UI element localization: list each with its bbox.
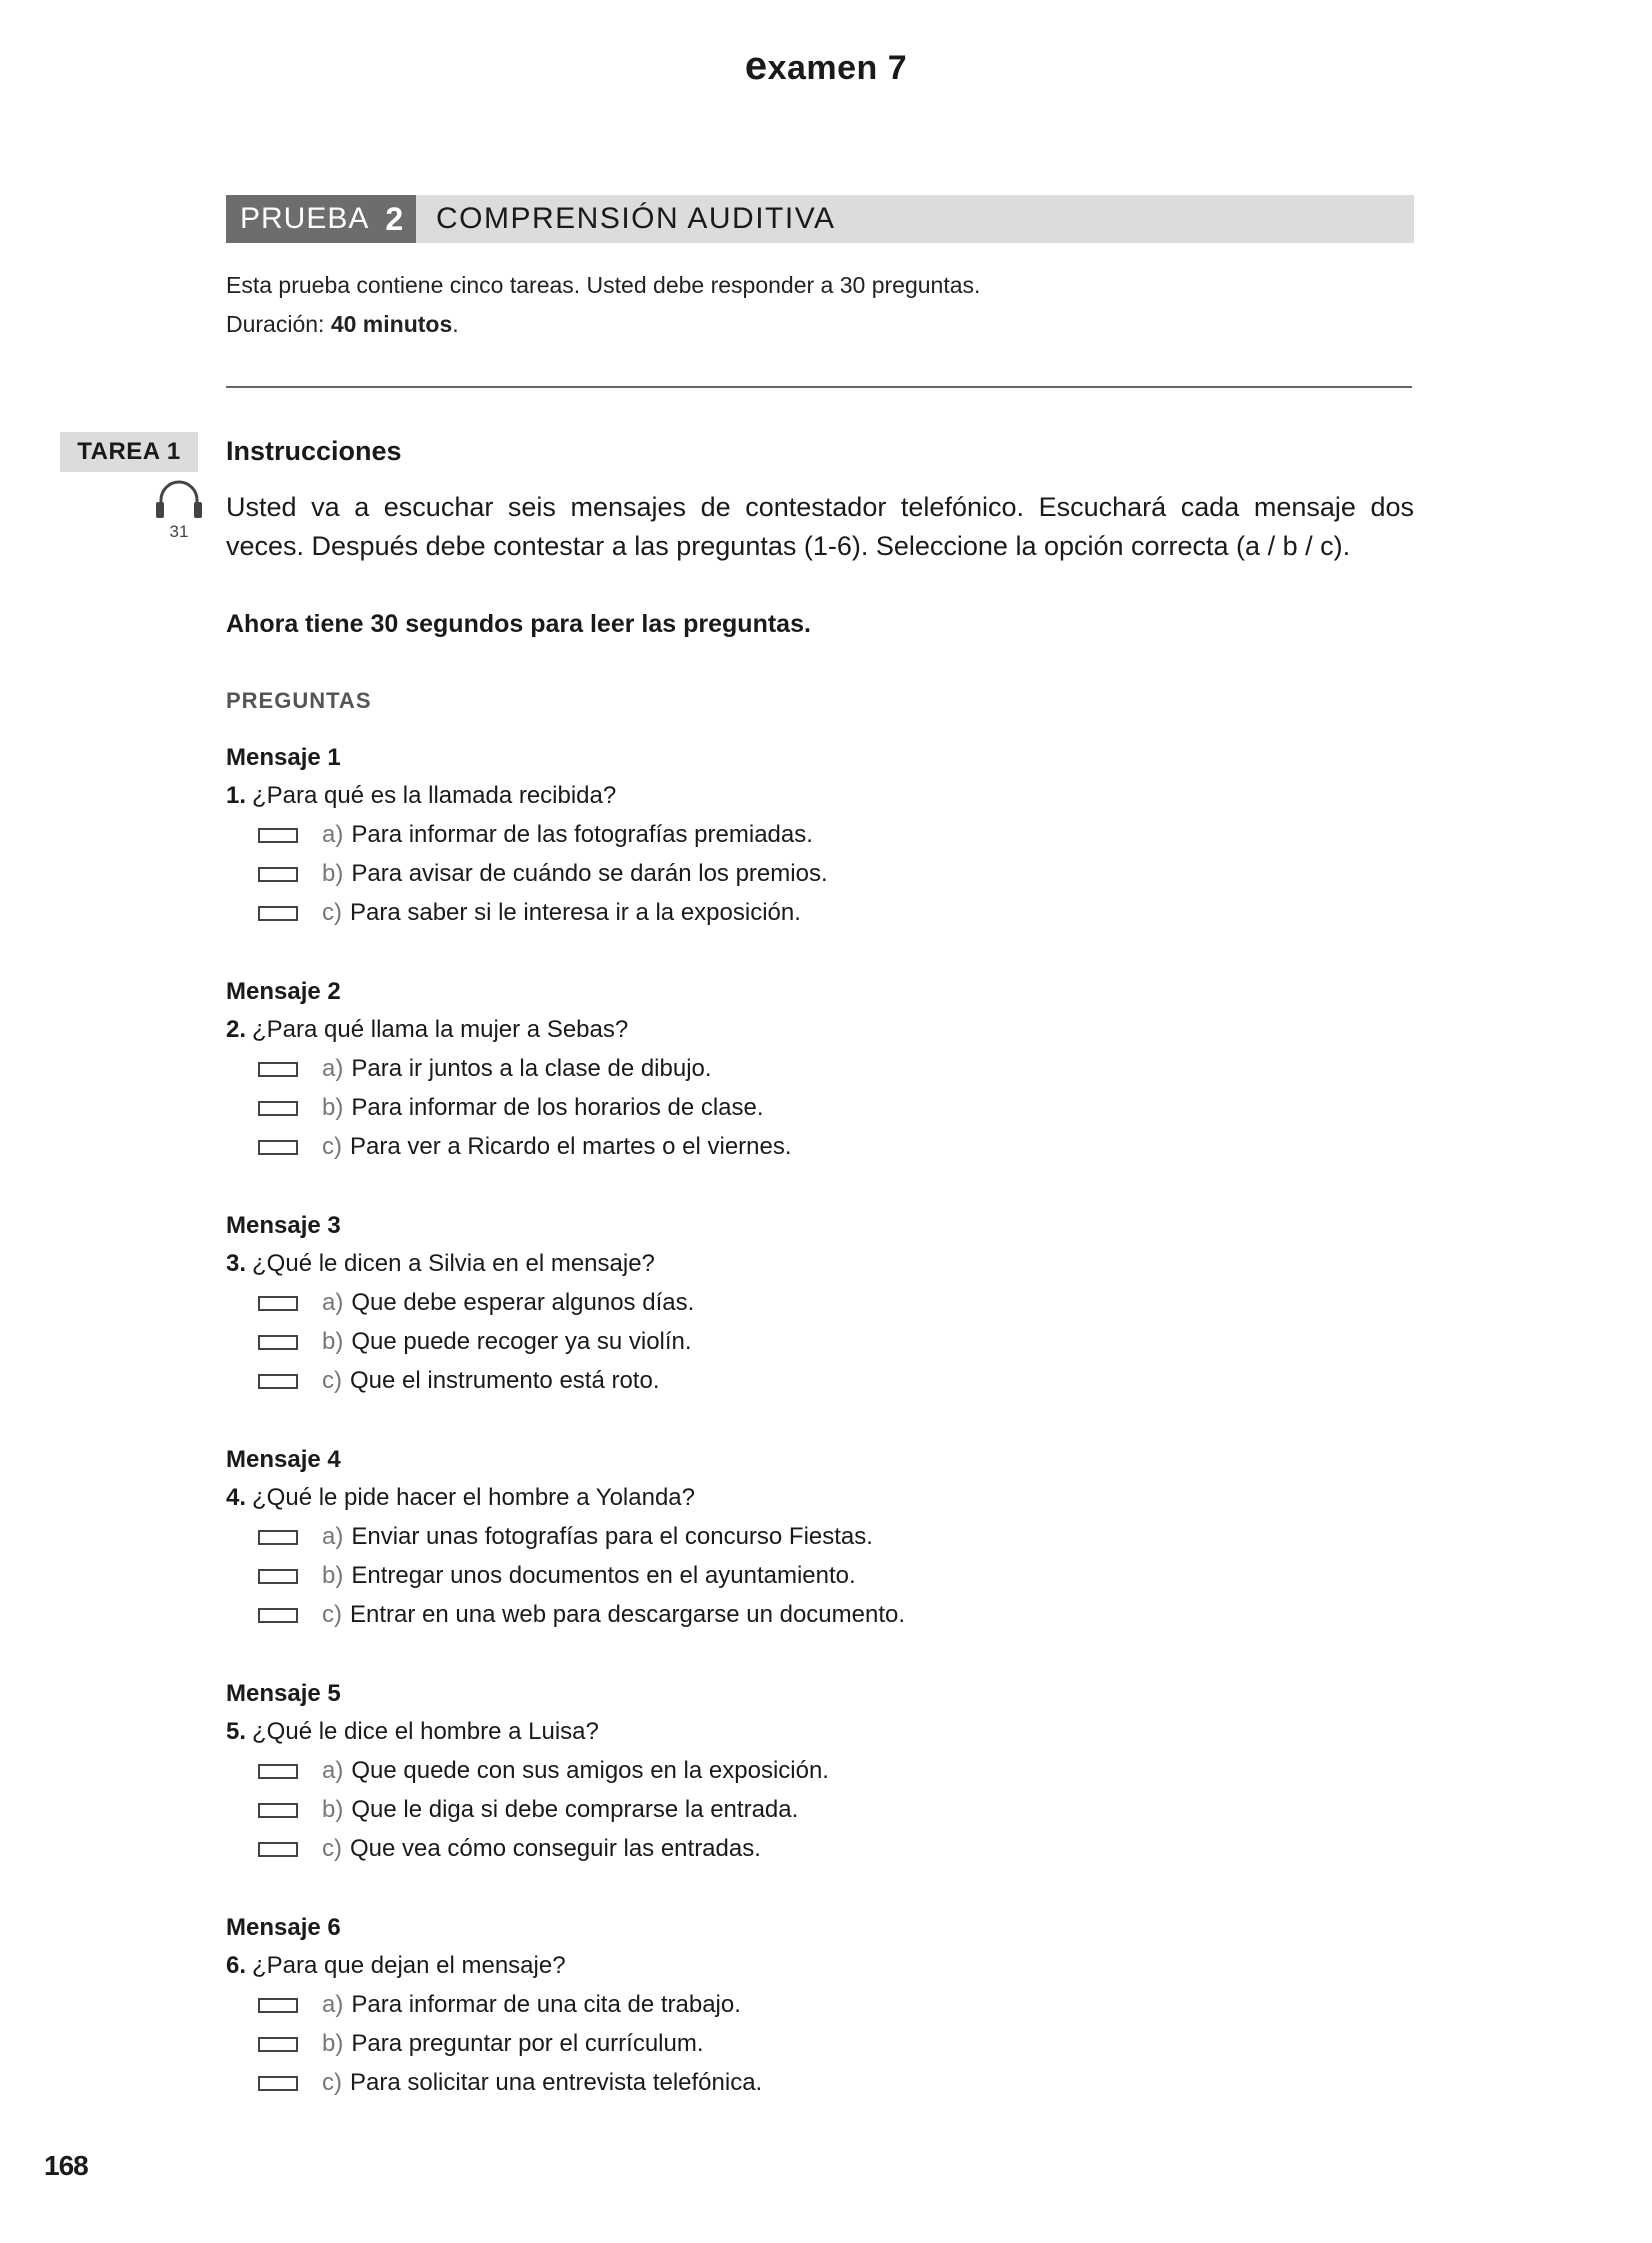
option-letter: a) [322, 1991, 344, 2018]
answer-option[interactable] [258, 1133, 792, 1161]
message-label: Mensaje 1 [226, 744, 341, 771]
question-text: ¿Qué le dice el hombre a Luisa? [252, 1718, 599, 1745]
answer-option[interactable] [258, 1757, 829, 1785]
option-text: Para ir juntos a la clase de dibujo. [351, 1055, 712, 1082]
option-text: Para ver a Ricardo el martes o el viernes. [350, 1133, 792, 1160]
answer-checkbox[interactable] [258, 1101, 298, 1116]
answer-option[interactable] [258, 2030, 704, 2058]
option-text: Entrar en una web para descargarse un documento. [350, 1601, 906, 1628]
duration-line [226, 311, 459, 338]
option-letter: c) [322, 1835, 342, 1862]
option-text: Entregar unos documentos en el ayuntamiento. [351, 1562, 856, 1589]
question [226, 1952, 566, 1980]
prueba-number: 2 [385, 200, 405, 237]
answer-option[interactable] [258, 1523, 873, 1551]
option-text: Para informar de las fotografías premiadas. [351, 821, 813, 848]
page-number: 168 [44, 2150, 88, 2181]
answer-option[interactable] [258, 1796, 798, 1824]
option-text: Que quede con sus amigos en la exposición. [351, 1757, 829, 1784]
answer-option[interactable] [258, 1289, 694, 1317]
option-text: Que le diga si debe comprarse la entrada. [351, 1796, 799, 1823]
answer-checkbox[interactable] [258, 1296, 298, 1311]
answer-checkbox[interactable] [258, 1608, 298, 1623]
question [226, 1484, 695, 1512]
question-number: 4. [226, 1484, 247, 1511]
option-letter: c) [322, 1601, 342, 1628]
answer-checkbox[interactable] [258, 1062, 298, 1077]
answer-option[interactable] [258, 1601, 905, 1629]
question-number: 1. [226, 782, 247, 809]
question-number: 5. [226, 1718, 247, 1745]
answer-checkbox[interactable] [258, 1140, 298, 1155]
question [226, 1718, 599, 1746]
answer-checkbox[interactable] [258, 1530, 298, 1545]
question-number: 6. [226, 1952, 247, 1979]
answer-option[interactable] [258, 860, 828, 888]
option-letter: b) [322, 2030, 344, 2057]
prueba-header [226, 195, 1414, 243]
intro-line: Esta prueba contiene cinco tareas. Usted debe responder a 30 preguntas. [226, 272, 981, 298]
message-label: Mensaje 3 [226, 1212, 341, 1239]
question-number: 3. [226, 1250, 247, 1277]
option-letter: b) [322, 1562, 344, 1589]
option-text: Para avisar de cuándo se darán los premios. [351, 860, 828, 887]
option-text: Que el instrumento está roto. [350, 1367, 660, 1394]
answer-option[interactable] [258, 1562, 856, 1590]
option-text: Enviar unas fotografías para el concurso Fiestas. [351, 1523, 873, 1550]
option-text: Que debe esperar algunos días. [351, 1289, 695, 1316]
option-letter: c) [322, 899, 342, 926]
option-letter: b) [322, 1328, 344, 1355]
answer-checkbox[interactable] [258, 867, 298, 882]
option-letter: c) [322, 1367, 342, 1394]
option-text: Para informar de los horarios de clase. [351, 1094, 764, 1121]
option-text: Para saber si le interesa ir a la exposición. [350, 899, 801, 926]
prueba-tag [226, 195, 416, 243]
duration-end: . [452, 311, 459, 337]
answer-checkbox[interactable] [258, 1374, 298, 1389]
questions-label: PREGUNTAS [226, 688, 372, 713]
message-label: Mensaje 4 [226, 1446, 341, 1473]
answer-option[interactable] [258, 1991, 741, 2019]
time-notice: Ahora tiene 30 segundos para leer las preguntas. [226, 610, 811, 638]
option-letter: a) [322, 1757, 344, 1784]
instructions-text: Usted va a escuchar seis mensajes de contestador telefónico. Escuchará cada mensaje dos veces. Después debe contestar a las preguntas (1-6). Seleccione la opción correcta (a / b / c). [226, 492, 1414, 561]
option-text: Que puede recoger ya su violín. [351, 1328, 692, 1355]
answer-checkbox[interactable] [258, 1335, 298, 1350]
divider [226, 386, 1412, 388]
answer-checkbox[interactable] [258, 906, 298, 921]
message-label: Mensaje 5 [226, 1680, 341, 1707]
page-title [0, 44, 1652, 89]
question-text: ¿Para qué llama la mujer a Sebas? [252, 1016, 629, 1043]
answer-checkbox[interactable] [258, 828, 298, 843]
option-text: Para solicitar una entrevista telefónica. [350, 2069, 763, 2096]
answer-checkbox[interactable] [258, 1998, 298, 2013]
answer-checkbox[interactable] [258, 1842, 298, 1857]
option-letter: c) [322, 2069, 342, 2096]
option-text: Que vea cómo conseguir las entradas. [350, 1835, 761, 1862]
option-letter: b) [322, 1796, 344, 1823]
answer-option[interactable] [258, 1094, 764, 1122]
question-text: ¿Para que dejan el mensaje? [252, 1952, 566, 1979]
option-letter: a) [322, 1523, 344, 1550]
track-number: 31 [169, 522, 189, 541]
option-letter: b) [322, 1094, 344, 1121]
question [226, 1016, 628, 1044]
title-e: e [744, 44, 768, 88]
prueba-label: PRUEBA [240, 202, 370, 235]
answer-option[interactable] [258, 1055, 712, 1083]
prueba-title: COMPRENSIÓN AUDITIVA [436, 202, 836, 235]
option-letter: a) [322, 1055, 344, 1082]
answer-option[interactable] [258, 1328, 692, 1356]
option-letter: b) [322, 860, 344, 887]
question-number: 2. [226, 1016, 247, 1043]
answer-option[interactable] [258, 1367, 660, 1395]
option-text: Para informar de una cita de trabajo. [351, 1991, 741, 2018]
option-letter: a) [322, 1289, 344, 1316]
answer-option[interactable] [258, 2069, 762, 2097]
instructions-heading: Instrucciones [226, 436, 402, 466]
answer-checkbox[interactable] [258, 1764, 298, 1779]
answer-checkbox[interactable] [258, 1803, 298, 1818]
answer-option[interactable] [258, 899, 801, 927]
question [226, 1250, 655, 1278]
answer-option[interactable] [258, 1835, 761, 1863]
tarea-tag: TAREA 1 [60, 432, 198, 472]
message-label: Mensaje 2 [226, 978, 341, 1005]
option-text: Para preguntar por el currículum. [351, 2030, 704, 2057]
question [226, 782, 616, 810]
option-letter: c) [322, 1133, 342, 1160]
answer-checkbox[interactable] [258, 2037, 298, 2052]
answer-checkbox[interactable] [258, 1569, 298, 1584]
question-text: ¿Qué le dicen a Silvia en el mensaje? [252, 1250, 655, 1277]
answer-option[interactable] [258, 821, 813, 849]
message-label: Mensaje 6 [226, 1914, 341, 1941]
duration-label: Duración: [226, 311, 325, 337]
duration-value: 40 minutos [330, 311, 453, 337]
question-text: ¿Qué le pide hacer el hombre a Yolanda? [252, 1484, 695, 1511]
headphones-icon [152, 478, 206, 520]
title-rest: xamen 7 [767, 49, 908, 87]
answer-checkbox[interactable] [258, 2076, 298, 2091]
option-letter: a) [322, 821, 344, 848]
question-text: ¿Para qué es la llamada recibida? [252, 782, 617, 809]
